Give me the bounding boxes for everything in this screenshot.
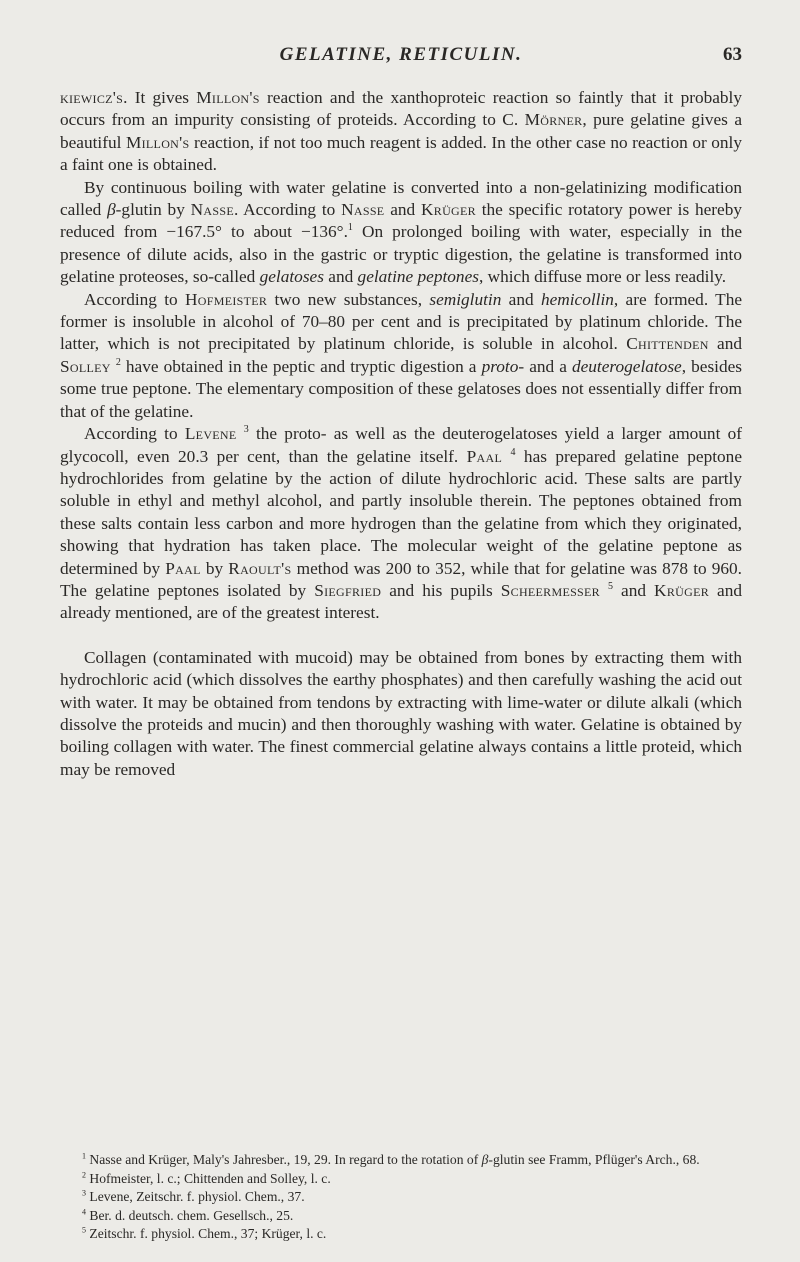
text-run: According to	[84, 289, 185, 309]
text-run: and a	[524, 356, 572, 376]
text-run: -glutin see Framm, Pflüger's Arch., 68.	[488, 1152, 700, 1167]
text-run: the specific rotatory power is hereby reduced from −167.5° to about −136°.	[60, 200, 742, 242]
text-run	[237, 424, 244, 443]
page-number: 63	[723, 44, 742, 65]
text-run: and his pupils	[381, 580, 501, 600]
small-caps-name: Mörner	[524, 110, 583, 130]
italic-term: semiglutin	[429, 289, 502, 309]
text-run: Ber. d. deutsch. chem. Gesellsch., 25.	[86, 1207, 294, 1223]
footnote-marker: 1	[347, 222, 353, 234]
footnotes	[60, 1151, 742, 1244]
footnote	[60, 1225, 742, 1244]
footnote	[60, 1151, 742, 1170]
small-caps-name: Paal	[165, 558, 201, 578]
small-caps-name: Krüger	[654, 580, 709, 600]
text-run	[600, 581, 608, 600]
small-caps-name: Chittenden	[626, 334, 709, 354]
small-caps-name: Raoult's	[228, 558, 292, 578]
italic-term: deuterogelatose	[571, 356, 682, 376]
footnote-marker: 1	[82, 1151, 86, 1161]
small-caps-name: Millon's	[196, 88, 260, 107]
small-caps-name: Siegfried	[314, 580, 382, 600]
italic-term: gelatoses	[259, 267, 324, 287]
paragraph	[60, 177, 742, 289]
text-run: reaction and the xanthoproteic reaction so faintly that it probably occurs from an impurity consisting of proteids. According to C.	[60, 88, 742, 130]
small-caps-name: kiewicz's	[60, 88, 124, 107]
small-caps-name: Paal	[466, 446, 503, 466]
italic-term: gelatine peptones	[357, 267, 479, 287]
text-run: Hofmeister, l. c.; Chittenden and Solley, l. c.	[86, 1170, 331, 1186]
small-caps-name: Millon's	[125, 132, 190, 152]
text-run: the proto- as well as the deuterogelatoses yield a larger amount of glycocoll, even 20.3 per cent, than the gelatine itself.	[60, 424, 742, 466]
page-header	[60, 44, 742, 74]
paragraph	[60, 423, 742, 625]
italic-term: β	[481, 1152, 489, 1167]
text-run: and	[708, 334, 742, 354]
text-run: Nasse and Krüger, Maly's Jahresber., 19, 29. In regard to the rotation of	[86, 1152, 482, 1167]
text-run: , pure gelatine gives a beautiful	[60, 110, 743, 152]
italic-term: proto-	[481, 356, 525, 376]
text-run: has prepared gelatine peptone hydrochlorides from gelatine by the action of dilute hydrochloric acid. These salts are partly soluble in ethyl and methyl alcohol, and partly insoluble therein. The peptones obtained from these salts contain less carbon and more hydrogen than the gelatine from which they originated, showing that hydration has taken place. The molecular weight of the gelatine peptone as determined by	[60, 446, 742, 578]
body-text	[60, 87, 742, 781]
small-caps-name: Nasse	[190, 200, 234, 220]
text-run: , besides some true peptone. The elementary composition of these gelatoses does not essentially differ from that of the gelatine.	[60, 356, 743, 421]
text-run: , which diffuse more or less readily.	[478, 267, 727, 287]
paragraph	[60, 647, 742, 781]
text-run: By continuous boiling with water gelatine is converted into a non-gelatinizing modification called	[60, 177, 742, 220]
text-run: and already mentioned, are of the greatest interest.	[60, 580, 742, 623]
small-caps-name: Krüger	[420, 200, 476, 220]
footnote-marker: 5	[82, 1225, 86, 1235]
footnote-marker: 4	[82, 1207, 86, 1217]
footnote-marker: 5	[608, 581, 614, 593]
text-run: Collagen (contaminated with mucoid) may be obtained from bones by extracting them with hydrochloric acid (which dissolves the earthy phosphates) and then carefully washing the acid out with water. It may be obtained from tendons by extracting with lime-water or dilute alkali (which dissolve the proteids and mucin) and then thoroughly washing with water. Gelatine is obtained by boiling collagen with water. The finest commercial gelatine always contains a little proteid, which may be removed	[60, 647, 742, 779]
small-caps-name: Levene	[184, 424, 237, 444]
text-run: According to	[84, 424, 185, 444]
footnote-marker: 3	[82, 1188, 86, 1198]
text-run: and	[384, 200, 421, 220]
text-run: . It gives	[123, 88, 197, 107]
text-run: , are formed. The former is insoluble in alcohol of 70–80 per cent and is precipitated by platinum chloride. The latter, which is not precipitated by platinum chloride, is soluble in alcohol.	[60, 289, 743, 354]
small-caps-name: Scheermesser	[500, 580, 600, 600]
italic-term: hemicollin	[540, 289, 614, 309]
italic-term: β	[107, 200, 116, 220]
footnote-marker: 3	[243, 424, 249, 436]
paragraph	[60, 289, 742, 423]
small-caps-name: Solley	[60, 356, 111, 376]
text-run: and	[501, 289, 541, 309]
paragraph	[60, 87, 742, 177]
text-run: -glutin by	[115, 200, 191, 220]
text-run: On prolonged boiling with water, especially in the presence of dilute acids, also in the gastric or tryptic digestion, the gelatine is transformed into gelatine proteoses, so-called	[60, 222, 742, 287]
text-run: method was 200 to 352, while that for gelatine was 878 to 960. The gelatine peptones isolated by	[60, 558, 742, 600]
small-caps-name: Nasse	[341, 200, 385, 220]
text-run: have obtained in the peptic and tryptic digestion a	[120, 356, 482, 376]
text-run: reaction, if not too much reagent is added. In the other case no reaction or only a faint one is obtained.	[60, 132, 742, 175]
text-run: Levene, Zeitschr. f. physiol. Chem., 37.	[86, 1189, 305, 1205]
text-run: two new substances,	[267, 289, 430, 309]
text-run: and	[613, 580, 655, 600]
footnote-marker: 2	[82, 1170, 86, 1180]
footnote	[60, 1207, 742, 1226]
text-run: and	[323, 267, 358, 287]
text-run: by	[200, 558, 229, 578]
text-run	[502, 447, 510, 466]
running-title: GELATINE, RETICULIN.	[279, 44, 523, 65]
small-caps-name: Hofmeister	[185, 289, 268, 309]
footnote	[60, 1188, 742, 1207]
footnote-marker: 4	[510, 446, 516, 458]
text-run: . According to	[233, 200, 342, 220]
footnote-marker: 2	[115, 357, 121, 369]
text-run: Zeitschr. f. physiol. Chem., 37; Krüger, l. c.	[86, 1226, 327, 1242]
footnote	[60, 1170, 742, 1189]
